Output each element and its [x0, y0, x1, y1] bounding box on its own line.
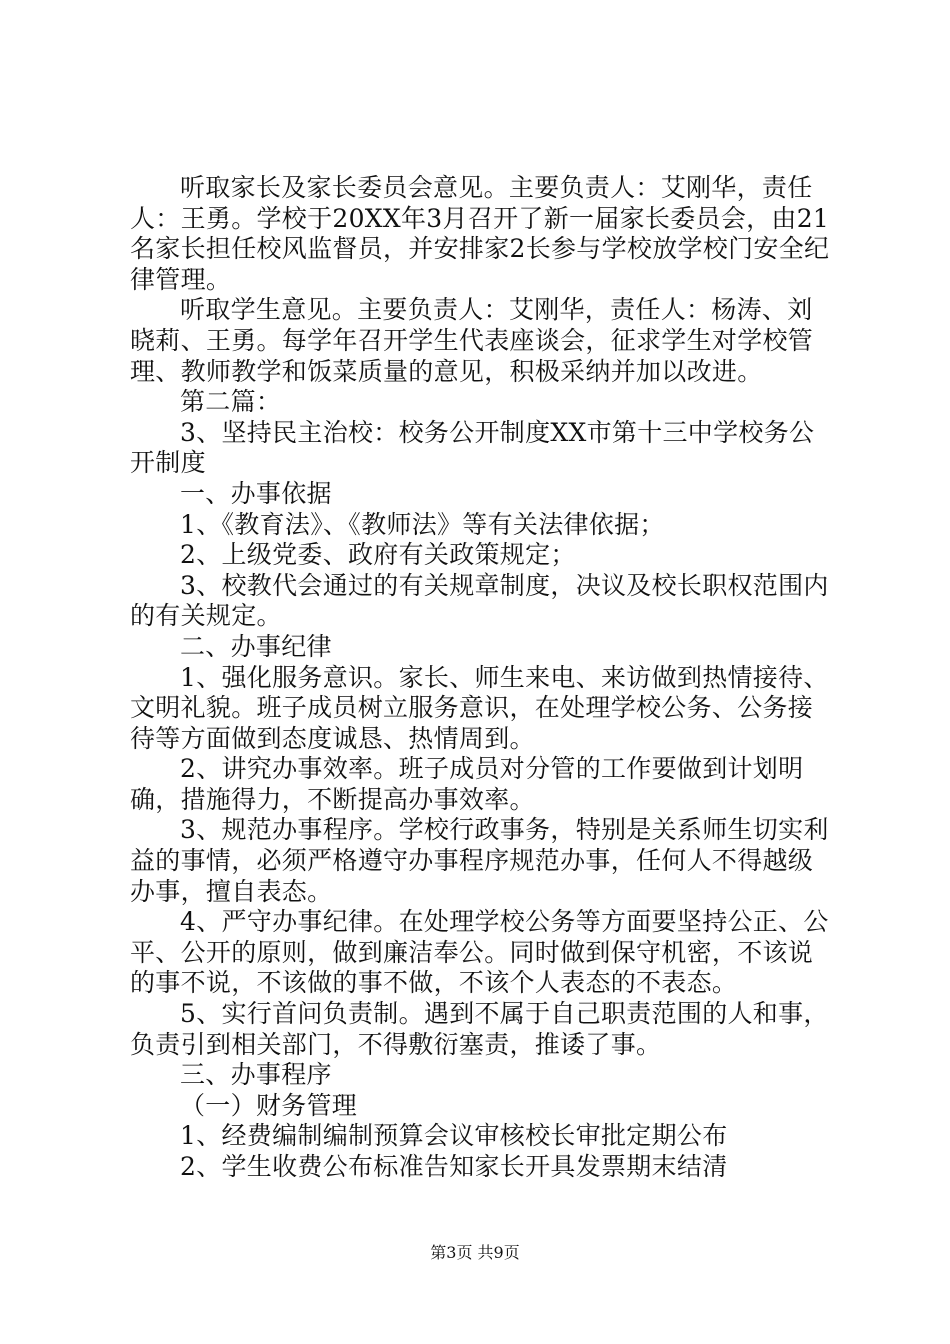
paragraph-parent-opinions: 听取家长及家长委员会意见。主要负责人：艾刚华，责任人：王勇。学校于20XX年3月召开了新一届家长委员会，由21名家长担任校风监督员，并安排家2长参与学校放学校门安全纪律管理。 [130, 173, 830, 294]
list-item-finance-1: 1、经费编制编制预算会议审核校长审批定期公布 [180, 1121, 728, 1151]
list-item-discipline-3: 3、规范办事程序。学校行政事务，特别是关系师生切实利益的事情，必须严格遵守办事程序规范办事，任何人不得越级办事，擅自表态。 [130, 815, 829, 906]
page-footer: 第3页 共9页 [430, 1243, 520, 1262]
list-item-discipline-2: 2、讲究办事效率。班子成员对分管的工作要做到计划明确，措施得力，不断提高办事效率。 [130, 754, 804, 814]
list-item-basis-3: 3、校教代会通过的有关规章制度，决议及校长职权范围内的有关规定。 [130, 570, 829, 631]
list-item-basis-1: 1、《教育法》、《教师法》等有关法律依据； [180, 509, 665, 539]
list-item-discipline-5: 5、实行首问负责制。遇到不属于自己职责范围的人和事，负责引到相关部门，不得敷衍塞责，推诿了事。 [130, 999, 829, 1059]
subheading-finance: （一）财务管理 [180, 1090, 358, 1120]
list-item-discipline-1: 1、强化服务意识。家长、师生来电、来访做到热情接待、文明礼貌。班子成员树立服务意识，在处理学校公务、公务接待等方面做到态度诚恳、热情周到。 [130, 662, 829, 753]
list-item-finance-2: 2、学生收费公布标准告知家长开具发票期末结清 [180, 1152, 728, 1181]
paragraph-student-opinions: 听取学生意见。主要负责人：艾刚华，责任人：杨涛、刘晓莉、王勇。每学年召开学生代表座谈会，征求学生对学校管理、教师教学和饭菜质量的意见，积极采纳并加以改进。 [130, 295, 814, 386]
paragraph-section-title: 3、坚持民主治校：校务公开制度XX市第十三中学校务公开制度 [130, 417, 815, 478]
heading-basis: 一、办事依据 [180, 478, 332, 508]
heading-procedure: 三、办事程序 [180, 1060, 332, 1090]
heading-discipline: 二、办事纪律 [180, 631, 332, 661]
document-body [130, 173, 830, 1183]
list-item-discipline-4: 4、严守办事纪律。在处理学校公务等方面要坚持公正、公平、公开的原则，做到廉洁奉公。同时做到保守机密，不该说的事不说，不该做的事不做，不该个人表态的不表态。 [130, 907, 829, 998]
list-item-basis-2: 2、上级党委、政府有关政策规定； [180, 540, 576, 570]
paragraph-part-two-heading: 第二篇： [180, 387, 282, 417]
